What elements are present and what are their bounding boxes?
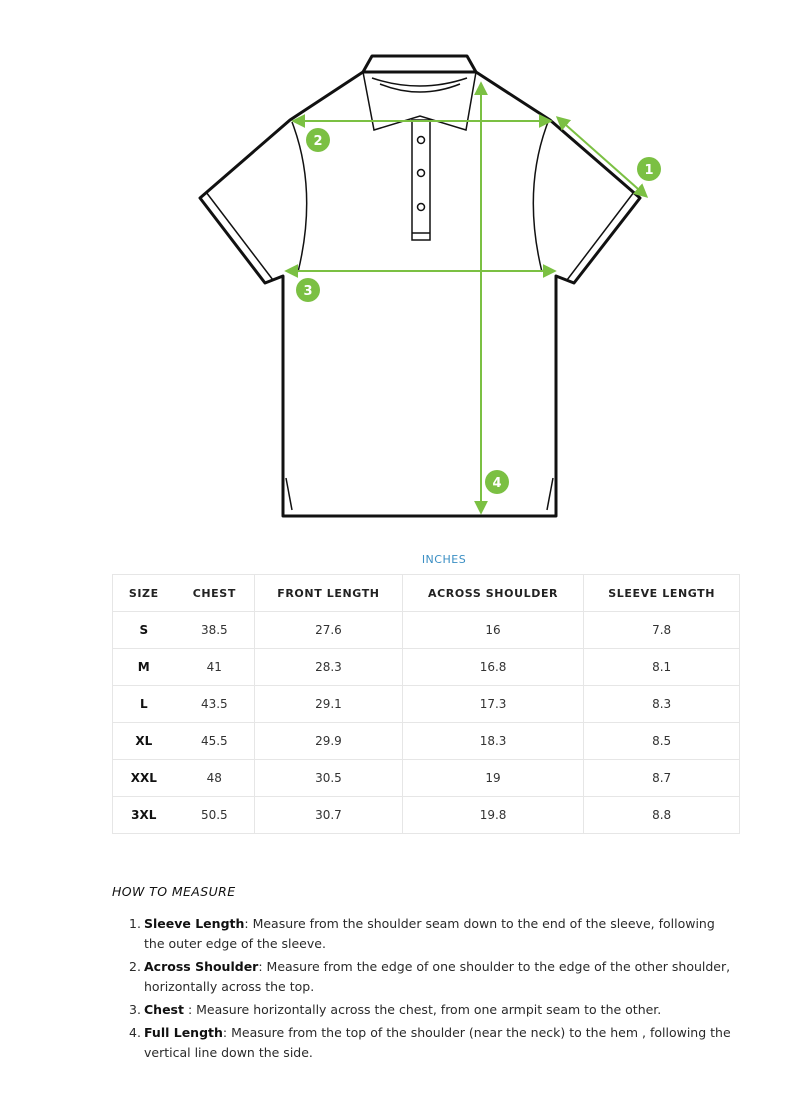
step-term: Across Shoulder [144,959,259,974]
sleeve-length-cell: 7.8 [584,612,740,649]
table-row [113,612,740,649]
chest-cell: 43.5 [175,686,255,723]
front-length-cell: 30.7 [255,797,403,834]
table-header-row [113,575,740,612]
step-text: : Measure from the top of the shoulder (near the neck) to the hem , following the vertical line down the side. [144,1025,731,1060]
chest-cell: 50.5 [175,797,255,834]
size-cell: XL [113,723,175,760]
marker-2-label: 2 [313,134,323,149]
marker-2 [306,128,330,152]
header-chest: CHEST [175,575,255,612]
marker-3 [296,278,320,302]
how-to-measure-title: HOW TO MEASURE [112,884,236,899]
size-cell: M [113,649,175,686]
table-row [113,797,740,834]
step-term: Full Length [144,1025,223,1040]
across-shoulder-cell: 19 [402,760,584,797]
step-number: 4. [129,1025,141,1040]
polo-shirt-diagram [0,0,800,540]
marker-1 [637,157,661,181]
step-text: : Measure from the shoulder seam down to the end of the sleeve, following the outer edge of the sleeve. [144,916,715,951]
size-cell: S [113,612,175,649]
table-row [113,649,740,686]
size-cell: XXL [113,760,175,797]
step-text: : Measure horizontally across the chest, from one armpit seam to the other. [183,1002,662,1017]
chest-cell: 41 [175,649,255,686]
list-item [112,1000,732,1020]
header-across-shoulder: ACROSS SHOULDER [402,575,584,612]
across-shoulder-cell: 18.3 [402,723,584,760]
across-shoulder-cell: 16.8 [402,649,584,686]
step-term: Sleeve Length [144,916,245,931]
list-item [112,957,732,997]
sleeve-length-cell: 8.1 [584,649,740,686]
chest-cell: 38.5 [175,612,255,649]
size-cell: L [113,686,175,723]
table-row [113,760,740,797]
step-term: Chest [144,1002,184,1017]
marker-1-label: 1 [644,163,654,178]
front-length-cell: 27.6 [255,612,403,649]
shirt-outline [200,56,640,516]
step-number: 1. [129,916,141,931]
header-sleeve-length: SLEEVE LENGTH [584,575,740,612]
front-length-cell: 28.3 [255,649,403,686]
across-shoulder-cell: 19.8 [402,797,584,834]
step-text: : Measure from the edge of one shoulder to the edge of the other shoulder, horizontally across the top. [144,959,731,994]
list-item [112,1023,732,1063]
sleeve-length-cell: 8.8 [584,797,740,834]
sleeve-length-cell: 8.5 [584,723,740,760]
chest-cell: 48 [175,760,255,797]
marker-3-label: 3 [303,284,313,299]
chest-cell: 45.5 [175,723,255,760]
size-chart-table [112,574,740,834]
sleeve-length-cell: 8.3 [584,686,740,723]
unit-label: INCHES [421,553,467,566]
header-size: SIZE [113,575,175,612]
front-length-cell: 29.1 [255,686,403,723]
table-row [113,723,740,760]
marker-4-label: 4 [492,476,502,491]
front-length-cell: 30.5 [255,760,403,797]
sleeve-length-cell: 8.7 [584,760,740,797]
front-length-cell: 29.9 [255,723,403,760]
size-cell: 3XL [113,797,175,834]
table-row [113,686,740,723]
measure-steps-list [112,914,732,1066]
marker-4 [485,470,509,494]
across-shoulder-cell: 17.3 [402,686,584,723]
step-number: 3. [129,1002,141,1017]
step-number: 2. [129,959,141,974]
list-item [112,914,732,954]
across-shoulder-cell: 16 [402,612,584,649]
header-front-length: FRONT LENGTH [255,575,403,612]
